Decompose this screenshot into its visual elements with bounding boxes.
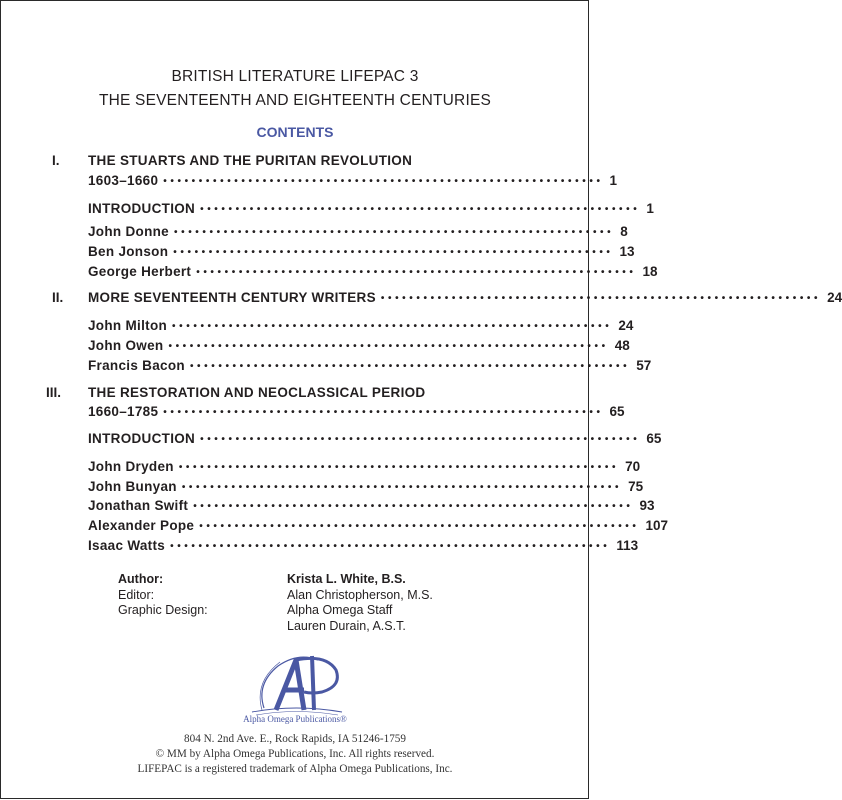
publisher-address: 804 N. 2nd Ave. E., Rock Rapids, IA 51246-1759 <box>184 733 406 745</box>
dot-leader: •••••••••••••••••••••••••••••••••••••••••••••••••••••••••••••• <box>174 227 615 238</box>
dot-leader: •••••••••••••••••••••••••••••••••••••••••••••••••••••••••••••• <box>380 293 822 304</box>
toc-entry-label: George Herbert <box>88 264 192 279</box>
dot-leader: •••••••••••••••••••••••••••••••••••••••••••••••••••••••••••••• <box>181 482 623 493</box>
toc-entry[interactable] <box>88 224 628 242</box>
dot-leader: •••••••••••••••••••••••••••••••••••••••••••••••••••••••••••••• <box>170 541 611 552</box>
credit-role: Author: <box>118 572 164 586</box>
toc-entry-page: 24 <box>618 318 634 333</box>
document-subtitle: THE SEVENTEENTH AND EIGHTEENTH CENTURIES <box>98 92 492 109</box>
toc-entry-label: John Owen <box>88 338 164 353</box>
toc-entry-page: 48 <box>614 338 630 353</box>
document-title: BRITISH LITERATURE LIFEPAC 3 <box>171 68 419 85</box>
toc-entry-label: Francis Bacon <box>88 358 185 373</box>
dot-leader: •••••••••••••••••••••••••••••••••••••••••••••••••••••••••••••• <box>196 267 637 278</box>
toc-entry[interactable] <box>88 290 842 308</box>
toc-entry[interactable] <box>88 173 618 191</box>
dot-leader: •••••••••••••••••••••••••••••••••••••••••••••••••••••••••••••• <box>200 204 641 215</box>
toc-entry-page: 24 <box>827 290 842 305</box>
toc-entry-page: 57 <box>636 358 652 373</box>
toc-entry[interactable] <box>88 479 644 497</box>
toc-entry-label: John Dryden <box>88 459 174 474</box>
section-2-numeral: II. <box>52 290 64 305</box>
toc-entry-label: John Milton <box>88 318 168 333</box>
toc-entry-page: 75 <box>628 479 644 494</box>
section-1-numeral: I. <box>52 153 60 168</box>
toc-entry-label: Alexander Pope <box>88 518 195 533</box>
toc-entry-page: 107 <box>645 518 669 533</box>
credit-name: Alan Christopherson, M.S. <box>287 587 433 602</box>
dot-leader: •••••••••••••••••••••••••••••••••••••••••••••••••••••••••••••• <box>193 501 634 512</box>
toc-entry-label: Jonathan Swift <box>88 498 189 513</box>
toc-entry-page: 65 <box>609 404 625 419</box>
credit-author <box>118 572 433 588</box>
dot-leader: •••••••••••••••••••••••••••••••••••••••••••••••••••••••••••••• <box>172 321 613 332</box>
dot-leader: •••••••••••••••••••••••••••••••••••••••••••••••••••••••••••••• <box>168 341 609 352</box>
dot-leader: •••••••••••••••••••••••••••••••••••••••••••••••••••••••••••••• <box>199 521 640 532</box>
credit-name: Lauren Durain, A.S.T. <box>287 618 406 633</box>
toc-entry-page: 8 <box>620 224 628 239</box>
toc-entry-label: INTRODUCTION <box>88 431 196 446</box>
toc-entry-page: 65 <box>646 431 662 446</box>
dot-leader: •••••••••••••••••••••••••••••••••••••••••••••••••••••••••••••• <box>163 176 604 187</box>
toc-entry-page: 1 <box>646 201 654 216</box>
credit-design <box>118 603 433 619</box>
toc-entry[interactable] <box>88 318 634 336</box>
toc-entry[interactable] <box>88 201 654 219</box>
publisher-name: Alpha Omega Publications® <box>243 714 347 724</box>
credit-name: Krista L. White, B.S. <box>287 572 406 586</box>
toc-entry-page: 113 <box>616 538 639 553</box>
contents-heading: CONTENTS <box>256 124 334 140</box>
section-1-title: THE STUARTS AND THE PURITAN REVOLUTION <box>88 153 413 168</box>
credit-editor <box>118 588 433 604</box>
toc-entry[interactable] <box>88 498 655 516</box>
toc-entry[interactable] <box>88 358 652 376</box>
dot-leader: •••••••••••••••••••••••••••••••••••••••••••••••••••••••••••••• <box>173 247 614 258</box>
toc-entry-page: 70 <box>625 459 641 474</box>
toc-entry-label: John Donne <box>88 224 169 239</box>
toc-entry-page: 1 <box>609 173 618 188</box>
credit-role: Graphic Design: <box>118 603 208 617</box>
copyright-notice: © MM by Alpha Omega Publications, Inc. All rights reserved. <box>155 748 435 760</box>
toc-entry[interactable] <box>88 518 669 536</box>
toc-entry-label: Ben Jonson <box>88 244 169 259</box>
credit-name: Alpha Omega Staff <box>287 603 393 617</box>
toc-entry[interactable] <box>88 244 635 262</box>
section-2-title: MORE SEVENTEENTH CENTURY WRITERS <box>88 290 376 305</box>
toc-entry-page: 18 <box>642 264 658 279</box>
toc-entry-label: 1603–1660 <box>88 173 159 188</box>
dot-leader: •••••••••••••••••••••••••••••••••••••••••••••••••••••••••••••• <box>200 434 641 445</box>
dot-leader: •••••••••••••••••••••••••••••••••••••••••••••••••••••••••••••• <box>178 462 620 473</box>
dot-leader: •••••••••••••••••••••••••••••••••••••••••••••••••••••••••••••• <box>163 407 604 418</box>
toc-entry[interactable] <box>88 404 625 422</box>
trademark-notice: LIFEPAC is a registered trademark of Alpha Omega Publications, Inc. <box>137 763 453 775</box>
dot-leader: •••••••••••••••••••••••••••••••••••••••••••••••••••••••••••••• <box>189 361 631 372</box>
credit-design-2 <box>118 619 433 635</box>
toc-entry[interactable] <box>88 338 630 356</box>
toc-entry-label: John Bunyan <box>88 479 177 494</box>
toc-entry-label: Isaac Watts <box>88 538 166 553</box>
toc-entry-label: 1660–1785 <box>88 404 159 419</box>
toc-entry[interactable] <box>88 264 658 282</box>
toc-entry[interactable] <box>88 459 641 477</box>
toc-entry-page: 13 <box>619 244 635 259</box>
section-3-title: THE RESTORATION AND NEOCLASSICAL PERIOD <box>88 385 426 400</box>
toc-entry[interactable] <box>88 538 639 556</box>
toc-entry-label: INTRODUCTION <box>88 201 196 216</box>
toc-entry-page: 93 <box>639 498 655 513</box>
section-3-numeral: III. <box>46 385 62 400</box>
credits <box>118 572 433 634</box>
toc-entry[interactable] <box>88 431 662 449</box>
credit-role: Editor: <box>118 587 155 602</box>
